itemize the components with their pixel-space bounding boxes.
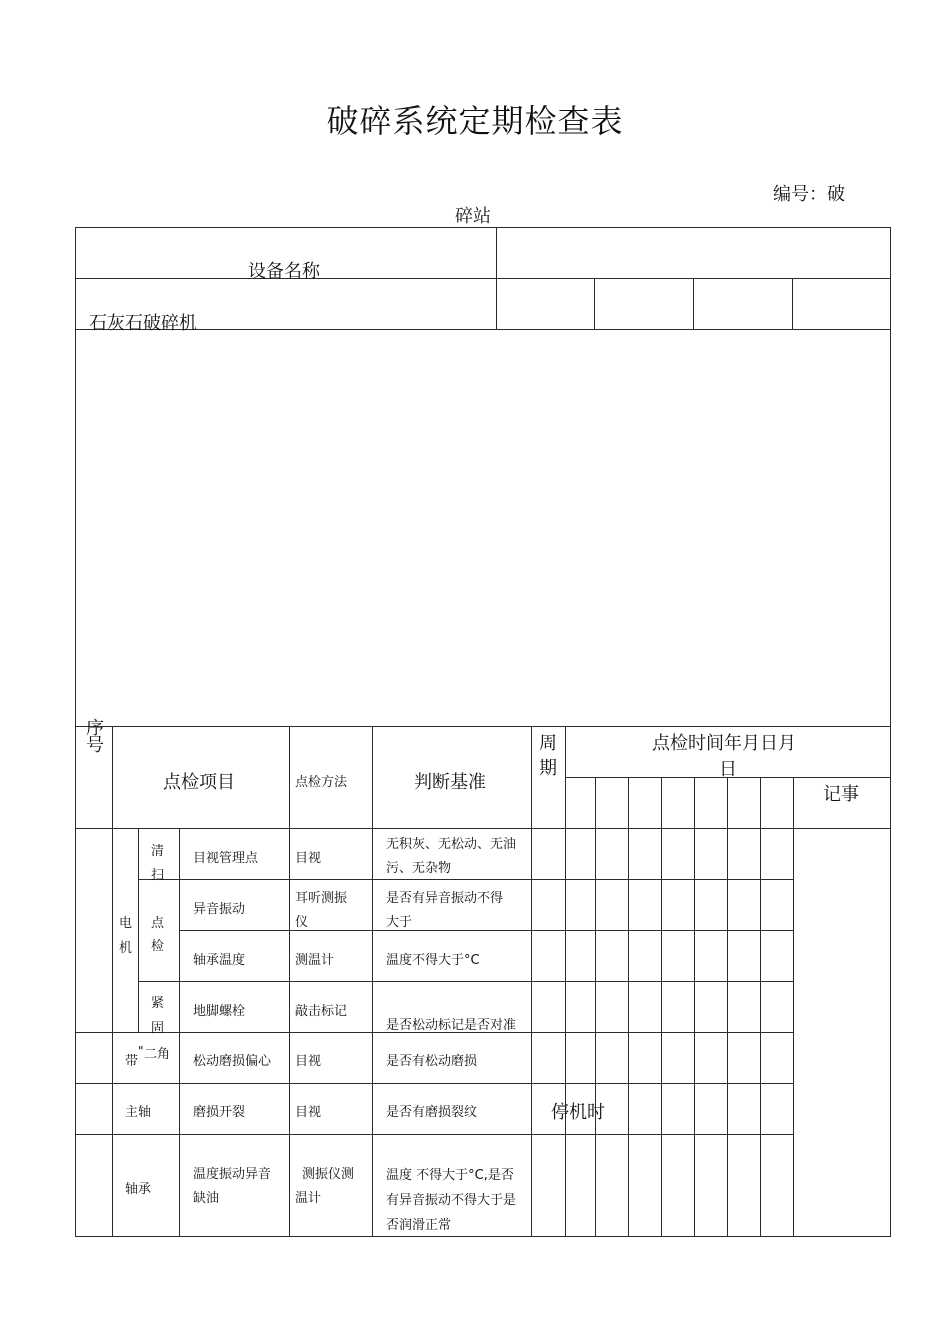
header-time-1: 点检时间年月日月 — [652, 733, 796, 754]
group-clean-1: 清 — [151, 844, 165, 859]
row-criteria: 温度不得大于°C — [386, 953, 480, 968]
grid-line — [75, 726, 891, 727]
row-item: 目视管理点 — [193, 851, 259, 866]
header-seq-2: 号 — [86, 735, 104, 756]
grid-line — [75, 1236, 891, 1237]
row-criteria-1: 温度 不得大于°C,是否 — [386, 1168, 514, 1183]
group-belt-mark: " — [138, 1044, 144, 1058]
row-criteria-1: 是否有异音振动不得 — [386, 891, 504, 906]
grid-line — [179, 930, 793, 931]
header-cycle-2: 期 — [539, 758, 557, 779]
header-item: 点检项目 — [163, 772, 235, 793]
grid-line — [793, 777, 794, 1236]
grid-line — [531, 726, 532, 1236]
row-method: 目视 — [295, 1105, 322, 1120]
grid-line — [693, 278, 694, 329]
group-bearing: 轴承 — [125, 1182, 152, 1197]
row-item: 轴承温度 — [193, 953, 246, 968]
document-code: 编号：破 — [773, 184, 845, 205]
row-method-2: 温计 — [295, 1191, 322, 1206]
group-inspect-1: 点 — [151, 916, 165, 931]
header-cycle-1: 周 — [539, 733, 557, 754]
group-clean-2: 扫 — [151, 868, 165, 883]
row-item: 异音振动 — [193, 902, 246, 917]
grid-line — [565, 726, 566, 1236]
grid-line — [75, 278, 891, 279]
row-method: 目视 — [295, 851, 322, 866]
row-item-1: 温度振动异音 — [193, 1167, 272, 1182]
row-criteria-2: 大于 — [386, 915, 413, 930]
grid-line — [75, 1134, 793, 1135]
row-item-2: 缺油 — [193, 1191, 220, 1206]
row-criteria: 是否松动标记是否对准 — [386, 1018, 517, 1033]
group-fasten-2: 固 — [151, 1021, 165, 1036]
grid-line — [890, 227, 891, 1237]
row-criteria: 是否有磨损裂纹 — [386, 1105, 478, 1120]
row-criteria-2: 污、无杂物 — [386, 861, 452, 876]
row-item: 磨损开裂 — [193, 1105, 246, 1120]
grid-line — [179, 828, 180, 1236]
row-cycle: 停机时 — [551, 1102, 605, 1123]
row-method: 测温计 — [295, 953, 335, 968]
row-criteria: 是否有松动磨损 — [386, 1054, 478, 1069]
row-criteria-2: 有异音振动不得大于是 — [386, 1193, 517, 1208]
row-method: 敲击标记 — [295, 1004, 348, 1019]
row-criteria-1: 无积灰、无松动、无油 — [386, 837, 517, 852]
document-title: 破碎系统定期检查表 — [326, 102, 624, 140]
header-method: 点检方法 — [295, 775, 348, 790]
grid-line — [75, 1083, 793, 1084]
grid-line — [75, 227, 891, 228]
grid-line — [727, 777, 728, 1236]
header-notes: 记事 — [823, 784, 859, 805]
equipment-name-label: 设备名称 — [248, 261, 320, 282]
header-time-2: 日 — [719, 759, 737, 780]
header-seq-1: 序 — [86, 718, 104, 739]
grid-line — [289, 726, 290, 1236]
grid-line — [75, 828, 891, 829]
group-belt: 带 — [125, 1054, 139, 1069]
grid-line — [496, 227, 497, 329]
row-item: 地脚螺栓 — [193, 1004, 246, 1019]
grid-line — [792, 278, 793, 329]
group-belt-type: 二角 — [144, 1047, 171, 1062]
group-shaft: 主轴 — [125, 1105, 152, 1120]
row-criteria-3: 否润滑正常 — [386, 1218, 452, 1233]
grid-line — [594, 278, 595, 329]
group-motor-2: 机 — [119, 941, 133, 956]
grid-line — [628, 777, 629, 1236]
group-motor-1: 电 — [119, 916, 133, 931]
group-fasten-1: 紧 — [151, 996, 165, 1011]
grid-line — [760, 777, 761, 1236]
grid-line — [661, 777, 662, 1236]
grid-line — [75, 227, 76, 1237]
grid-line — [595, 777, 596, 1236]
grid-line — [372, 726, 373, 1236]
grid-line — [694, 777, 695, 1236]
row-method-1: 耳听测振 — [295, 891, 348, 906]
equipment-name-value: 石灰石破碎机 — [89, 313, 197, 334]
grid-line — [138, 828, 139, 1032]
row-method: 目视 — [295, 1054, 322, 1069]
grid-line — [112, 726, 113, 1236]
header-criteria: 判断基准 — [414, 772, 486, 793]
group-inspect-2: 检 — [151, 939, 165, 954]
document-code-continued: 碎站 — [455, 206, 491, 227]
row-method-1: 测振仪测 — [302, 1167, 355, 1182]
row-method-2: 仪 — [295, 915, 309, 930]
grid-line — [75, 329, 891, 330]
row-item: 松动磨损偏心 — [193, 1054, 272, 1069]
